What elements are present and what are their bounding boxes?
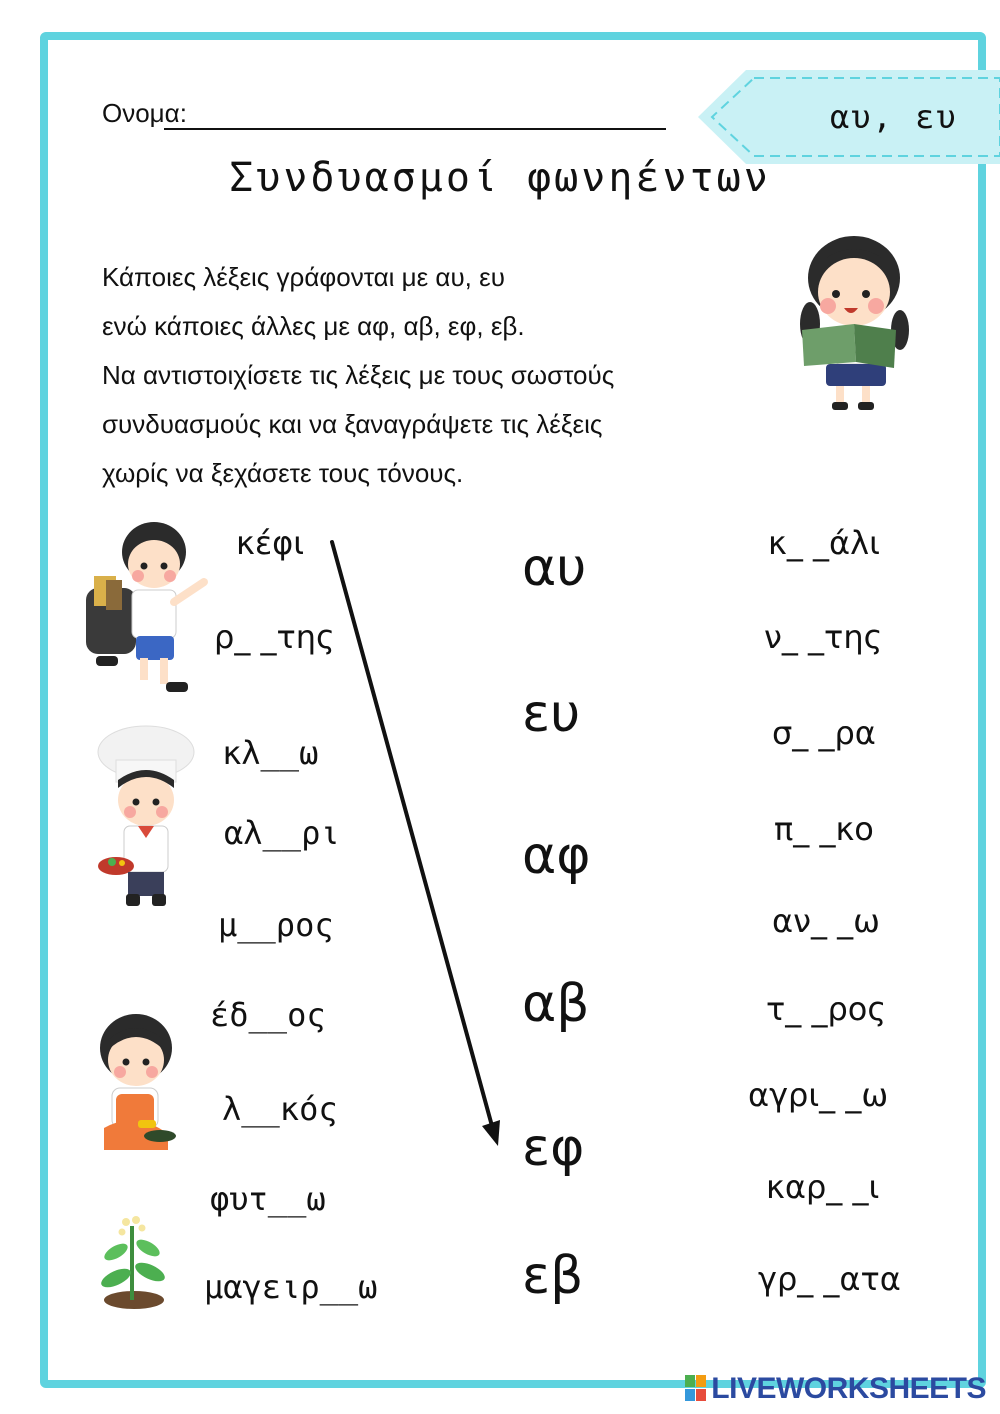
combination-1[interactable]: αυ <box>522 538 587 598</box>
instruction-line-2: ενώ κάποιες άλλες με αφ, αβ, εφ, εβ. <box>102 311 525 341</box>
liveworksheets-logo-text: LIVEWORKSHEETS <box>711 1372 986 1405</box>
left-word-5: μ__ρος <box>218 906 334 944</box>
right-word-7: αγρι_ _ω <box>748 1076 889 1114</box>
left-word-7: λ__κός <box>222 1090 338 1128</box>
left-word-1: κέφι <box>236 524 305 562</box>
instruction-line-4: συνδυασμούς και να ξαναγράψετε τις λέξεις <box>102 409 603 439</box>
left-word-2: ρ_ _της <box>214 618 335 656</box>
name-label: Ονομα: <box>102 98 187 128</box>
instruction-line-1: Κάποιες λέξεις γράφονται με αυ, ευ <box>102 262 505 292</box>
left-word-8: φυτ__ω <box>210 1180 326 1218</box>
right-word-5: αν_ _ω <box>772 902 880 940</box>
right-word-6: τ_ _ρος <box>766 990 887 1028</box>
instruction-line-3: Να αντιστοιχίσετε τις λέξεις με τους σωστούς <box>102 360 615 390</box>
instruction-line-5: χωρίς να ξεχάσετε τους τόνους. <box>102 458 464 488</box>
left-word-9: μαγειρ__ω <box>204 1268 378 1306</box>
combination-5[interactable]: εφ <box>522 1118 585 1178</box>
combination-3[interactable]: αφ <box>522 826 591 886</box>
left-word-4: αλ__ρι <box>224 814 340 852</box>
topic-tag-text: αυ, ευ <box>830 98 958 136</box>
right-word-1: κ_ _άλι <box>768 524 880 562</box>
right-word-9: γρ_ _ατα <box>758 1260 901 1298</box>
liveworksheets-logo-icon <box>685 1375 707 1403</box>
liveworksheets-logo <box>685 1372 986 1406</box>
right-word-4: π_ _κο <box>774 810 874 848</box>
right-word-3: σ_ _ρα <box>772 714 876 752</box>
combination-6[interactable]: εβ <box>522 1246 584 1306</box>
right-word-8: καρ_ _ι <box>766 1168 880 1206</box>
combination-2[interactable]: ευ <box>522 684 581 744</box>
right-word-2: ν_ _της <box>764 618 883 656</box>
left-word-6: έδ__ος <box>210 996 326 1034</box>
combination-4[interactable]: αβ <box>522 974 590 1034</box>
page-title: Συνδυασμοί φωνηέντων <box>229 155 771 201</box>
left-word-3: κλ__ω <box>222 734 319 772</box>
